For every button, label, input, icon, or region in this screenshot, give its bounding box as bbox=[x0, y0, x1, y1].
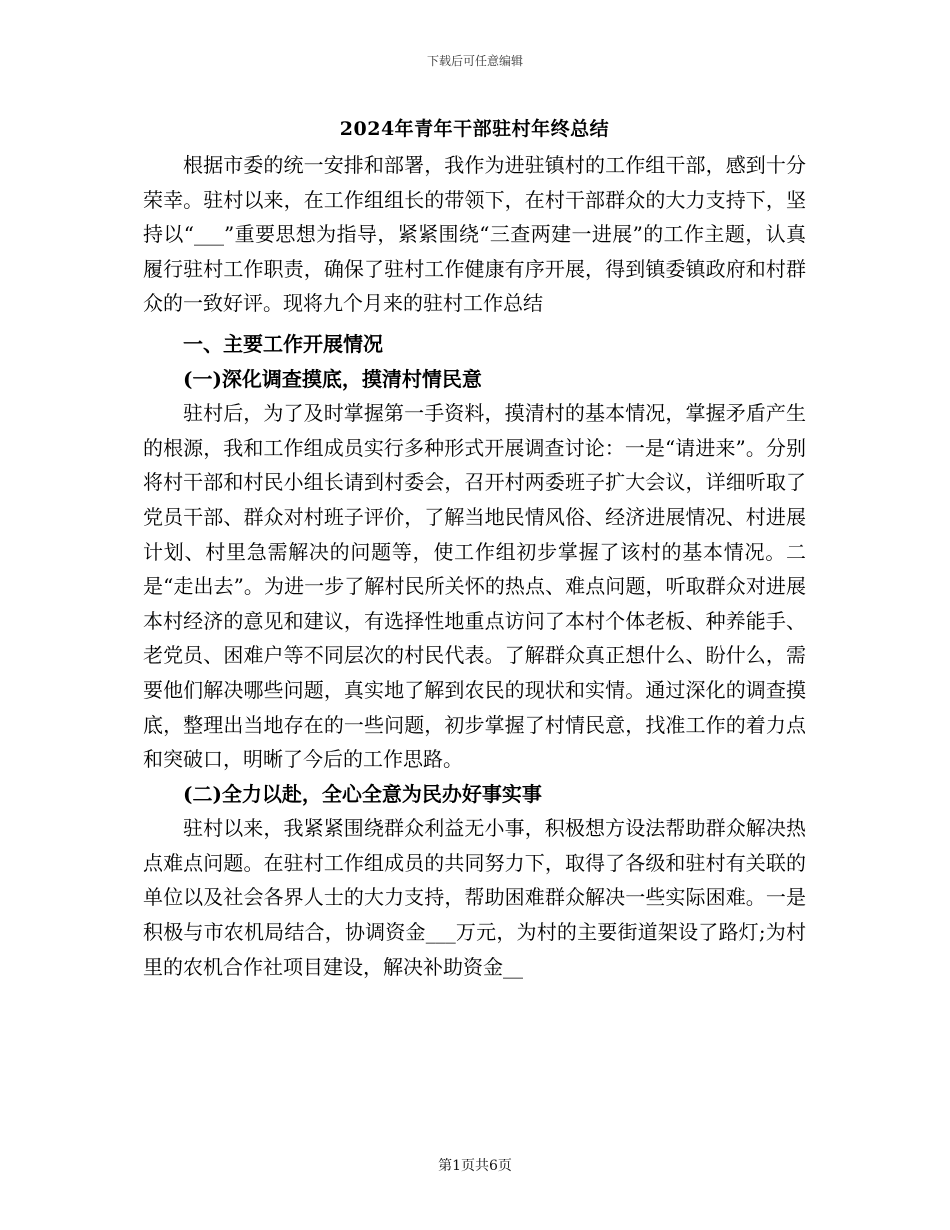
document-body bbox=[143, 113, 806, 984]
page-header-note: 下载后可任意编辑 bbox=[426, 54, 523, 68]
survey-paragraph: 驻村后，为了及时掌握第一手资料，摸清村的基本情况，掌握矛盾产生的根源，我和工作组成员实行多种形式开展调查讨论：一是“请进来”。分别将村干部和村民小组长请到村委会，召开村两委班子扩大会议，详细听取了党员干部、群众对村班子评价，了解当地民情风俗、经济进展情况、村进展计划、村里急需解决的问题等，使工作组初步掌握了该村的基本情况。二是“走出去”。为进一步了解村民所关怀的热点、难点问题，听取群众对进展本村经济的意见和建议，有选择性地重点访问了本村个体老板、种养能手、老党员、困难户等不同层次的村民代表。了解群众真正想什么、盼什么，需要他们解决哪些问题，真实地了解到农民的现状和实情。通过深化的调查摸底，整理出当地存在的一些问题，初步掌握了村情民意，找准工作的着力点和突破口，明晰了今后的工作思路。 bbox=[143, 401, 806, 772]
subsection-heading-survey: (一)深化调查摸底，摸清村情民意 bbox=[183, 366, 482, 391]
subsection-heading-service: (二)全力以赴，全心全意为民办好事实事 bbox=[183, 781, 542, 806]
service-paragraph: 驻村以来，我紧紧围绕群众利益无小事，积极想方设法帮助群众解决热点难点问题。在驻村工作组成员的共同努力下，取得了各级和驻村有关联的单位以及社会各界人士的大力支持，帮助困难群众解决一些实际困难。一是积极与市农机局结合，协调资金___万元，为村的主要街道架设了路灯;为村里的农机合作社项目建设，解决补助资金__ bbox=[143, 816, 806, 979]
intro-paragraph: 根据市委的统一安排和部署，我作为进驻镇村的工作组干部，感到十分荣幸。驻村以来，在工作组组长的带领下，在村干部群众的大力支持下，坚持以“___”重要思想为指导，紧紧围绕“三查两建一进展”的工作主题，认真履行驻村工作职责，确保了驻村工作健康有序开展，得到镇委镇政府和村群众的一致好评。现将九个月来的驻村工作总结 bbox=[143, 153, 806, 316]
page-number: 第1页共6页 bbox=[438, 1158, 512, 1174]
document-title: 2024年青年干部驻村年终总结 bbox=[339, 118, 610, 140]
section-heading-main-work: 一、主要工作开展情况 bbox=[183, 331, 383, 356]
